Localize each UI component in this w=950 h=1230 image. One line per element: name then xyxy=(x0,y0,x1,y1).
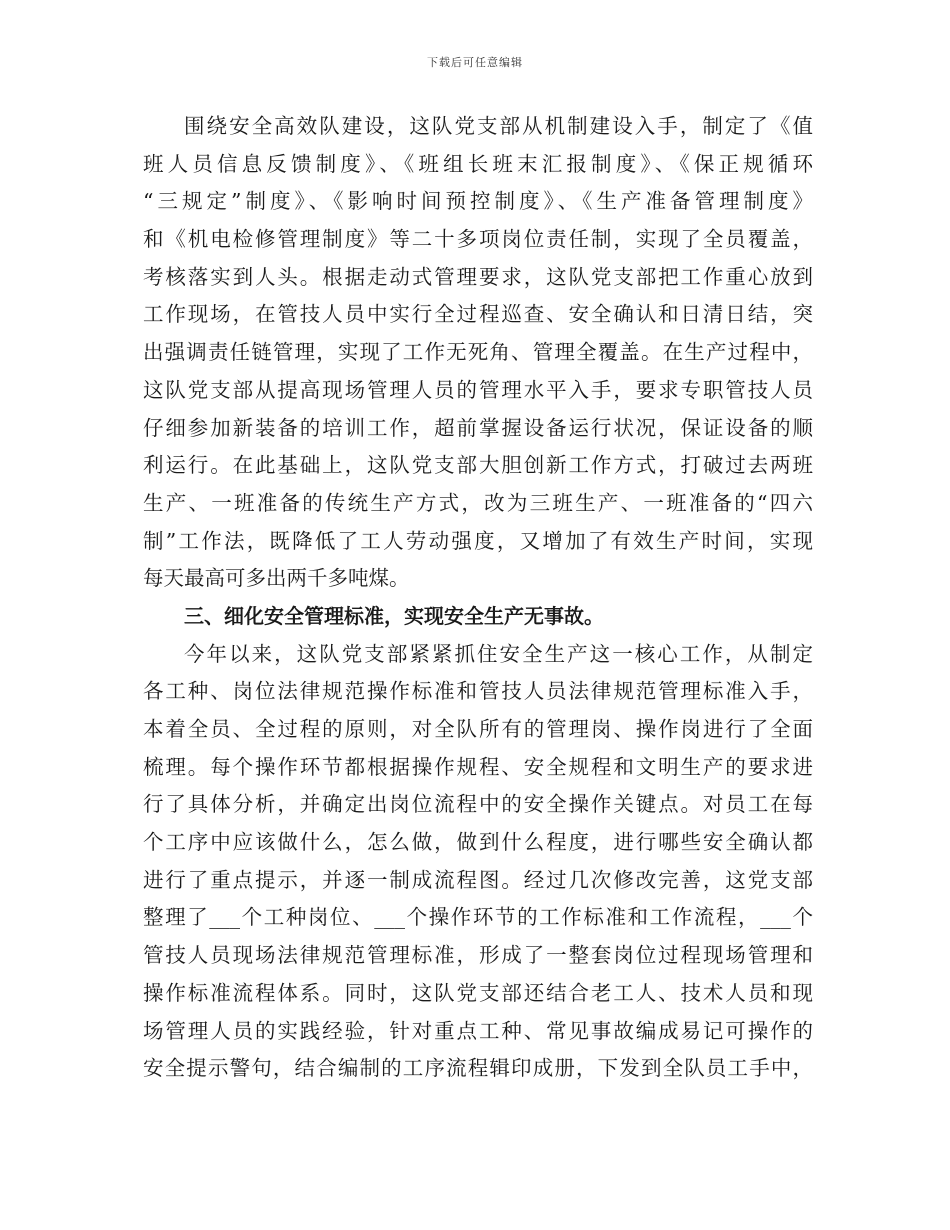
text-line: 个工序中应该做什么，怎么做，做到什么程度，进行哪些安全确认都 xyxy=(143,830,813,855)
text-line: 梳理。每个操作环节都根据操作规程、安全规程和文明生产的要求进 xyxy=(143,754,813,779)
text-line: 今年以来，这队党支部紧紧抓住安全生产这一核心工作，从制定 xyxy=(184,641,813,666)
text-line: 每天最高可多出两千多吨煤。 xyxy=(143,566,410,591)
text-line: 管技人员现场法律规范管理标准，形成了一整套岗位过程现场管理和 xyxy=(143,943,813,968)
text-line: 进行了重点提示，并逐一制成流程图。经过几次修改完善，这党支部 xyxy=(143,867,813,892)
text-line: 操作标准流程体系。同时，这队党支部还结合老工人、技术人员和现 xyxy=(143,980,813,1005)
text-line: 本着全员、全过程的原则，对全队所有的管理岗、操作岗进行了全面 xyxy=(143,717,813,741)
text-line: 仔细参加新装备的培训工作，超前掌握设备运行状况，保证设备的顺 xyxy=(143,415,813,440)
text-line: 利运行。在此基础上，这队党支部大胆创新工作方式，打破过去两班 xyxy=(143,453,813,478)
text-line: 这队党支部从提高现场管理人员的管理水平入手，要求专职管技人员 xyxy=(143,377,813,402)
text-line: “三规定”制度》、《影响时间预控制度》、《生产准备管理制度》 xyxy=(143,189,813,214)
page-header: 下载后可任意编辑 xyxy=(427,56,523,69)
section-heading: 三、细化安全管理标准，实现安全生产无事故。 xyxy=(184,603,604,628)
text-line: 围绕安全高效队建设，这队党支部从机制建设入手，制定了《值 xyxy=(184,114,813,138)
text-line: 场管理人员的实践经验，针对重点工种、常见事故编成易记可操作的 xyxy=(143,1018,813,1043)
text-line: 整理了___个工种岗位、___个操作环节的工作标准和工作流程，___个 xyxy=(143,905,813,930)
text-line: 班人员信息反馈制度》、《班组长班末汇报制度》、《保正规循环 xyxy=(143,151,813,176)
text-line: 行了具体分析，并确定出岗位流程中的安全操作关键点。对员工在每 xyxy=(143,792,813,817)
text-line: 生产、一班准备的传统生产方式，改为三班生产、一班准备的“四六 xyxy=(143,490,813,515)
text-line: 考核落实到人头。根据走动式管理要求，这队党支部把工作重心放到 xyxy=(143,264,813,289)
document-body xyxy=(143,108,813,1088)
text-line: 工作现场，在管技人员中实行全过程巡查、安全确认和日清日结，突 xyxy=(143,302,813,327)
text-line: 出强调责任链管理，实现了工作无死角、管理全覆盖。在生产过程中， xyxy=(143,340,813,365)
text-line: 各工种、岗位法律规范操作标准和管技人员法律规范管理标准入手， xyxy=(143,679,813,704)
text-line: 和《机电检修管理制度》等二十多项岗位责任制，实现了全员覆盖， xyxy=(143,227,813,252)
text-line: 制”工作法，既降低了工人劳动强度，又增加了有效生产时间，实现 xyxy=(143,528,813,553)
text-line: 安全提示警句，结合编制的工序流程辑印成册，下发到全队员工手中， xyxy=(143,1056,813,1081)
